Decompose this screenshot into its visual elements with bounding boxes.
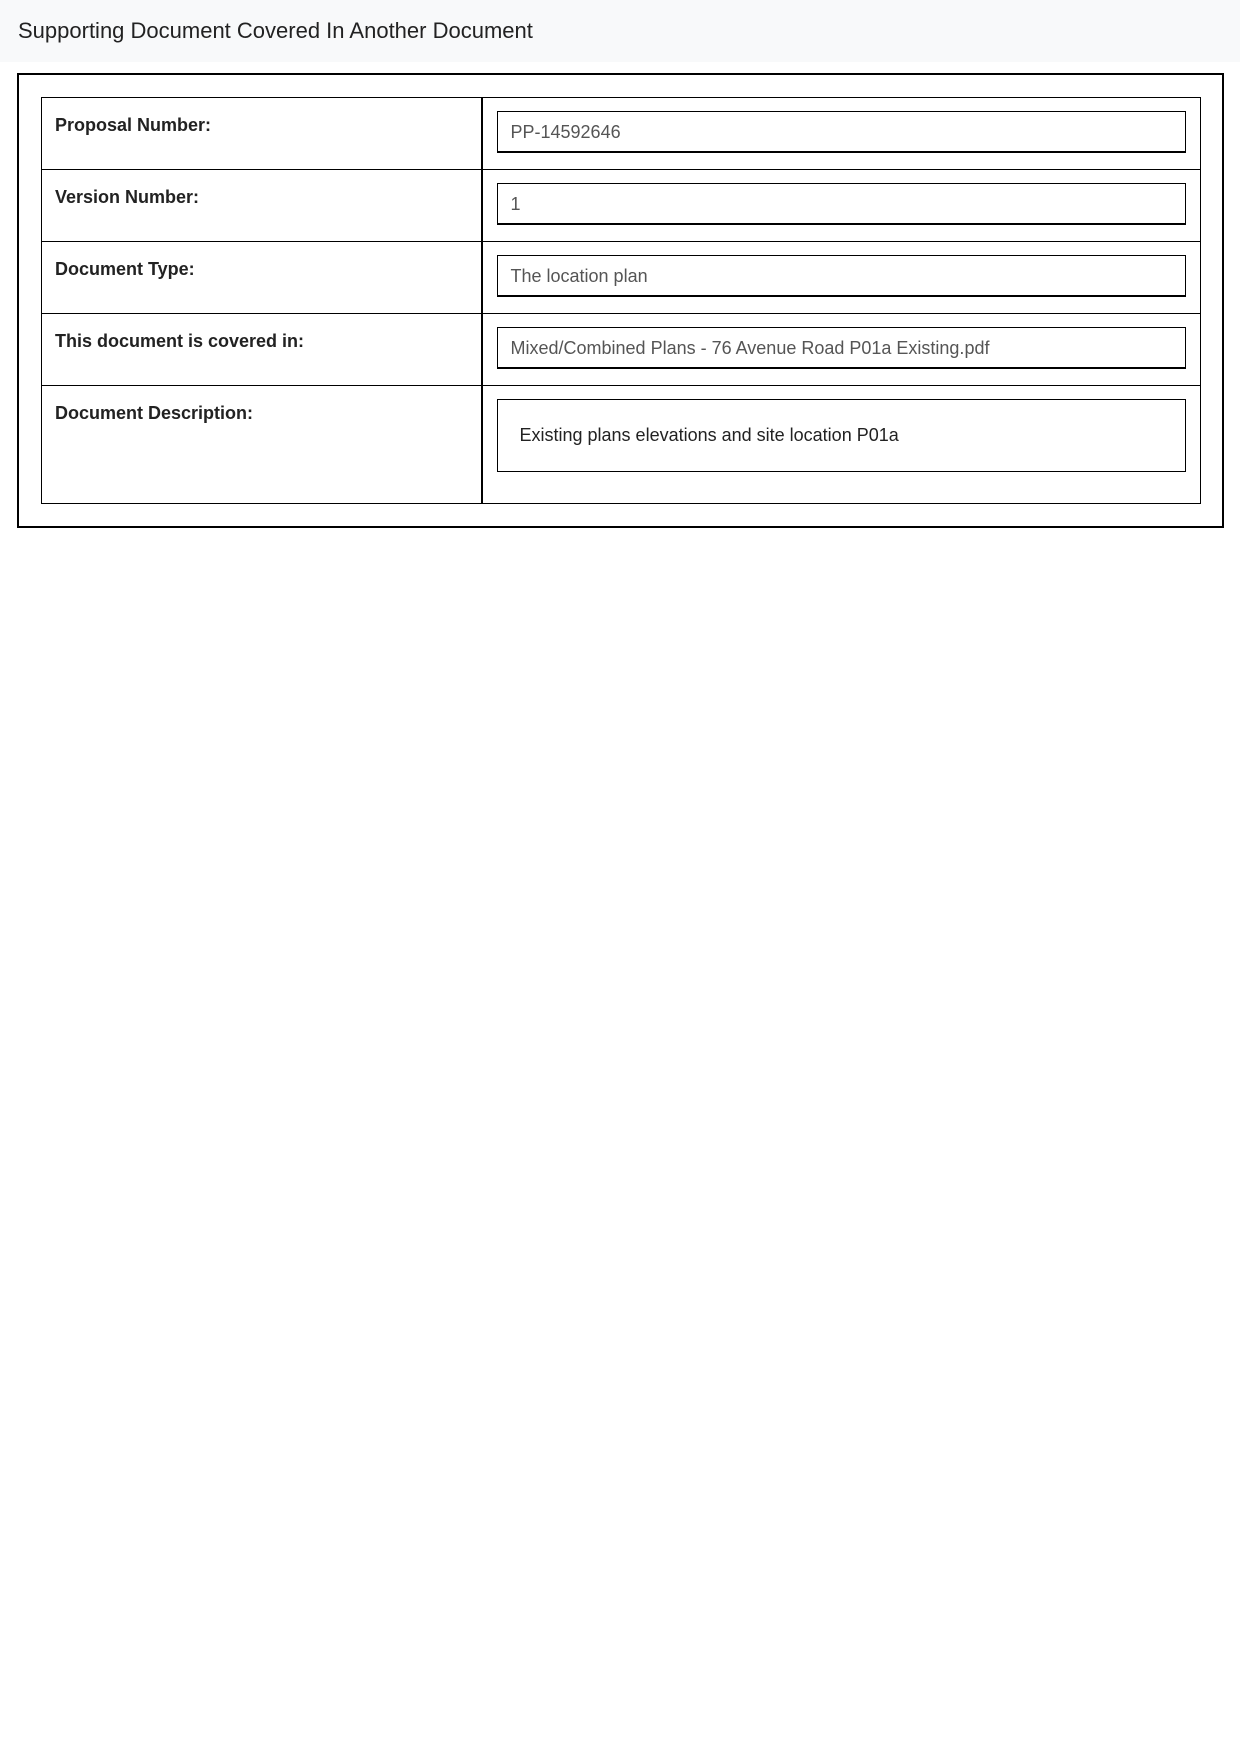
proposal-number-label-cell <box>42 98 482 170</box>
document-type-row <box>42 242 1201 314</box>
covered-in-row <box>42 314 1201 386</box>
covered-in-field: Mixed/Combined Plans - 76 Avenue Road P01a Existing.pdf <box>497 327 1187 369</box>
document-type-label-cell <box>42 242 482 314</box>
document-type-value-cell <box>482 242 1201 314</box>
document-type-label: Document Type: <box>55 259 195 279</box>
version-number-label-cell <box>42 170 482 242</box>
version-number-row <box>42 170 1201 242</box>
document-description-label-cell <box>42 386 482 504</box>
proposal-number-value-cell <box>482 98 1201 170</box>
document-details-table <box>41 97 1201 504</box>
document-description-field: Existing plans elevations and site location P01a <box>497 399 1187 472</box>
covered-in-label: This document is covered in: <box>55 331 305 351</box>
document-type-field: The location plan <box>497 255 1187 297</box>
page-title: Supporting Document Covered In Another Document <box>18 18 533 43</box>
proposal-number-field: PP-14592646 <box>497 111 1187 153</box>
page-header <box>0 0 1240 62</box>
document-description-label: Document Description: <box>55 403 254 423</box>
document-details-panel <box>17 73 1224 528</box>
covered-in-label-cell <box>42 314 482 386</box>
covered-in-value-cell <box>482 314 1201 386</box>
proposal-number-label: Proposal Number: <box>55 115 212 135</box>
version-number-label: Version Number: <box>55 187 200 207</box>
version-number-field: 1 <box>497 183 1187 225</box>
document-description-value-cell <box>482 386 1201 504</box>
document-description-row <box>42 386 1201 504</box>
version-number-value-cell <box>482 170 1201 242</box>
proposal-number-row <box>42 98 1201 170</box>
